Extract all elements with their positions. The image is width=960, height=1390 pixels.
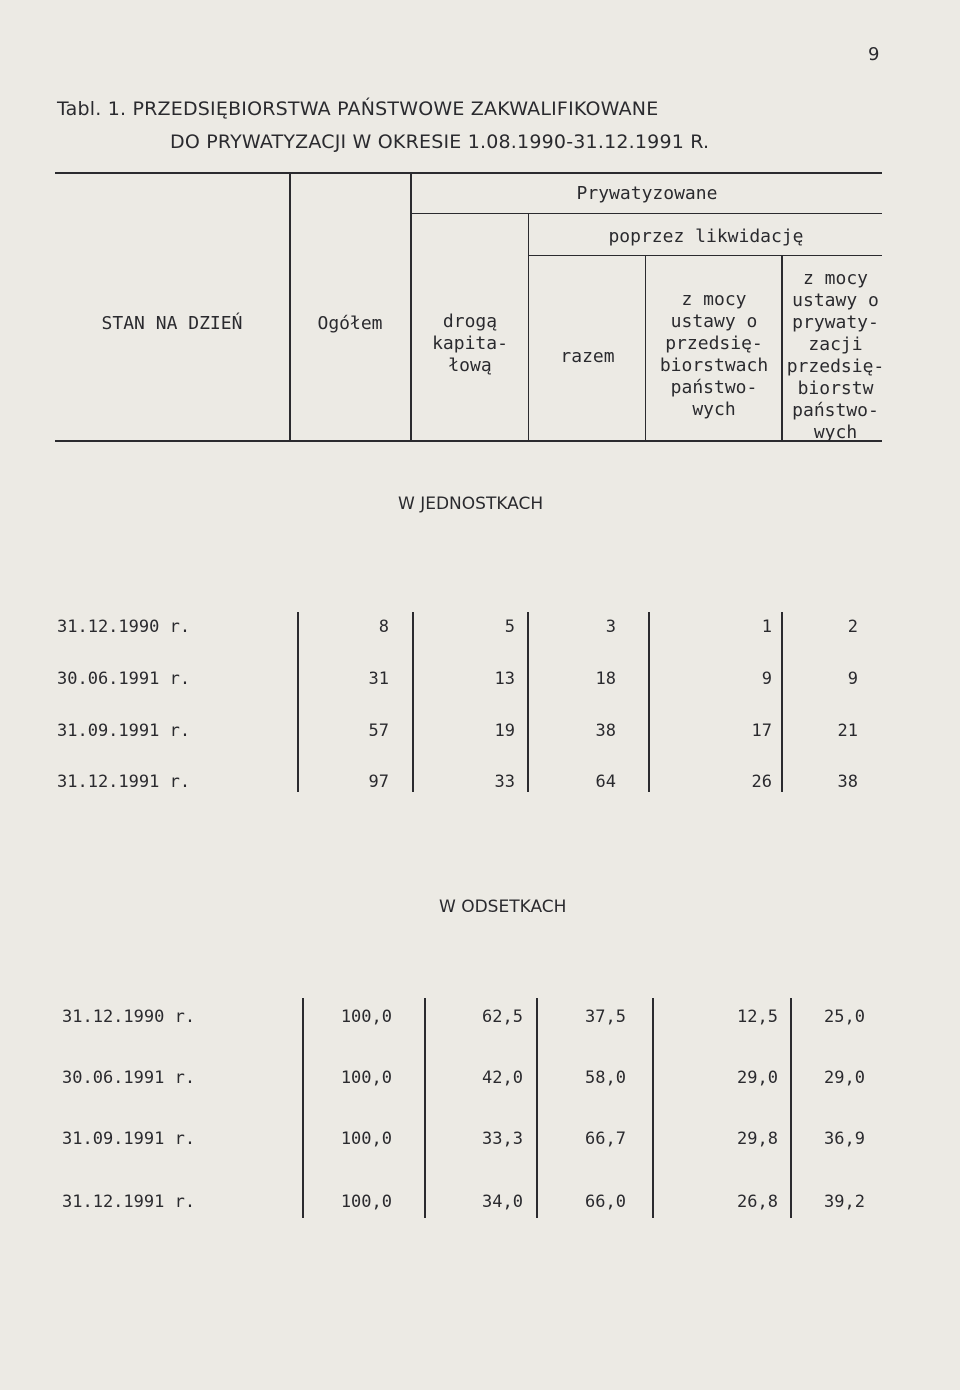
header-ustawa-prywatyzacja-line: prywaty-: [792, 312, 879, 333]
header-droga-kapitalowa-line: kapita-: [432, 333, 508, 354]
section-label-units: W JEDNOSTKACH: [398, 494, 544, 514]
units-cell-kapitalowa: 33: [494, 772, 515, 792]
units-row-date: 31.12.1991 r.: [57, 772, 191, 792]
units-cell-ogolem: 8: [378, 617, 389, 637]
units-cell-ustawa-pryw: 38: [837, 772, 858, 792]
percent-cell-ustawa-pryw: 39,2: [824, 1192, 865, 1212]
percent-row-date: 31.09.1991 r.: [62, 1129, 196, 1149]
percent-row-date: 31.12.1991 r.: [62, 1192, 196, 1212]
percent-cell-ustawa-przeds: 29,8: [737, 1129, 778, 1149]
header-ustawa-prywatyzacja-line: przedsię-: [786, 356, 885, 377]
percent-cell-razem: 66,7: [585, 1129, 626, 1149]
units-cell-ogolem: 57: [368, 721, 389, 741]
units-cell-razem: 38: [595, 721, 616, 741]
percent-cell-kapitalowa: 62,5: [482, 1007, 523, 1027]
header-prywatyzowane: Prywatyzowane: [576, 183, 718, 204]
units-cell-ustawa-pryw: 21: [837, 721, 858, 741]
units-cell-ustawa-przeds: 1: [761, 617, 772, 637]
units-cell-kapitalowa: 13: [494, 669, 515, 689]
percent-cell-razem: 58,0: [585, 1068, 626, 1088]
percent-cell-ogolem: 100,0: [340, 1129, 392, 1149]
units-cell-kapitalowa: 19: [494, 721, 515, 741]
header-razem: razem: [560, 346, 615, 367]
header-poprzez-likwidacje: poprzez likwidację: [608, 226, 804, 247]
percent-column-divider: [302, 998, 304, 1218]
percent-cell-ogolem: 100,0: [340, 1007, 392, 1027]
page-number: 9: [868, 44, 880, 65]
units-column-divider: [781, 612, 783, 792]
header-ustawa-prywatyzacja-line: ustawy o: [792, 290, 879, 311]
header-divider-1: [289, 172, 291, 442]
units-row-date: 31.12.1990 r.: [57, 617, 191, 637]
header-rule-prywatyzowane: [410, 213, 882, 214]
header-bottom-rule: [55, 440, 882, 442]
header-droga-kapitalowa-line: drogą: [442, 311, 498, 332]
units-row-date: 30.06.1991 r.: [57, 669, 191, 689]
percent-cell-ustawa-pryw: 29,0: [824, 1068, 865, 1088]
percent-row-date: 30.06.1991 r.: [62, 1068, 196, 1088]
percent-column-divider: [424, 998, 426, 1218]
percent-cell-ogolem: 100,0: [340, 1192, 392, 1212]
units-cell-ogolem: 31: [368, 669, 389, 689]
header-ustawa-przedsiebiorstwa: [647, 289, 781, 421]
header-ustawa-przedsiebiorstwa-line: przedsię-: [665, 333, 763, 354]
units-cell-ogolem: 97: [368, 772, 389, 792]
header-rule-likwidacja: [528, 255, 882, 256]
percent-cell-kapitalowa: 33,3: [482, 1129, 523, 1149]
units-cell-ustawa-przeds: 26: [751, 772, 772, 792]
percent-cell-ustawa-przeds: 12,5: [737, 1007, 778, 1027]
percent-cell-ogolem: 100,0: [340, 1068, 392, 1088]
percent-cell-ustawa-przeds: 26,8: [737, 1192, 778, 1212]
units-cell-ustawa-przeds: 9: [761, 669, 772, 689]
percent-column-divider: [652, 998, 654, 1218]
percent-cell-ustawa-przeds: 29,0: [737, 1068, 778, 1088]
section-label-percent: W ODSETKACH: [439, 897, 567, 917]
header-droga-kapitalowa: [412, 311, 528, 377]
header-ustawa-przedsiebiorstwa-line: z mocy: [681, 289, 747, 310]
units-cell-razem: 3: [605, 617, 616, 637]
header-ustawa-prywatyzacja-line: wych: [813, 422, 858, 443]
header-top-rule: [55, 172, 882, 174]
percent-cell-ustawa-pryw: 36,9: [824, 1129, 865, 1149]
units-column-divider: [412, 612, 414, 792]
table-title-line-1: Tabl. 1. PRZEDSIĘBIORSTWA PAŃSTWOWE ZAKWALIFIKOWANE: [57, 98, 659, 120]
units-cell-ustawa-przeds: 17: [751, 721, 772, 741]
percent-cell-razem: 66,0: [585, 1192, 626, 1212]
header-divider-3: [528, 213, 529, 442]
units-cell-razem: 64: [595, 772, 616, 792]
percent-cell-kapitalowa: 42,0: [482, 1068, 523, 1088]
table-title-line-2: DO PRYWATYZACJI W OKRESIE 1.08.1990-31.12.1991 R.: [170, 131, 710, 153]
header-divider-4: [645, 255, 646, 442]
units-cell-ustawa-pryw: 2: [847, 617, 858, 637]
units-cell-razem: 18: [595, 669, 616, 689]
units-cell-ustawa-pryw: 9: [847, 669, 858, 689]
units-column-divider: [527, 612, 529, 792]
units-cell-kapitalowa: 5: [504, 617, 515, 637]
header-ustawa-przedsiebiorstwa-line: ustawy o: [670, 311, 758, 332]
percent-cell-ustawa-pryw: 25,0: [824, 1007, 865, 1027]
units-column-divider: [648, 612, 650, 792]
header-divider-2: [410, 172, 412, 442]
header-ustawa-prywatyzacja-line: państwo-: [792, 400, 879, 421]
percent-column-divider: [790, 998, 792, 1218]
header-ustawa-prywatyzacja-line: biorstw: [797, 378, 874, 399]
percent-row-date: 31.12.1990 r.: [62, 1007, 196, 1027]
header-ustawa-prywatyzacja-line: zacji: [808, 334, 863, 355]
units-column-divider: [297, 612, 299, 792]
percent-cell-razem: 37,5: [585, 1007, 626, 1027]
header-ustawa-przedsiebiorstwa-line: biorstwach: [659, 355, 769, 376]
header-ustawa-prywatyzacja: [783, 268, 888, 444]
header-ustawa-przedsiebiorstwa-line: wych: [692, 399, 736, 420]
header-ustawa-prywatyzacja-line: z mocy: [802, 268, 869, 289]
header-stan-na-dzien: STAN NA DZIEŃ: [101, 313, 243, 334]
header-droga-kapitalowa-line: łową: [448, 355, 492, 376]
header-ustawa-przedsiebiorstwa-line: państwo-: [670, 377, 758, 398]
percent-column-divider: [536, 998, 538, 1218]
units-row-date: 31.09.1991 r.: [57, 721, 191, 741]
header-ogolem: Ogółem: [317, 313, 383, 334]
percent-cell-kapitalowa: 34,0: [482, 1192, 523, 1212]
